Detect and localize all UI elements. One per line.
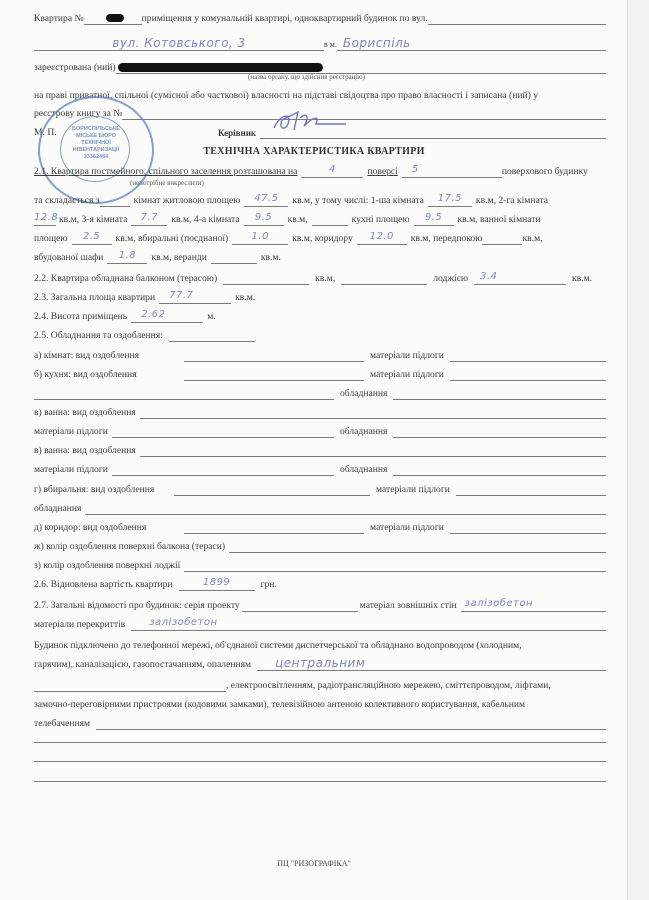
balcony-extra-field[interactable] — [341, 273, 427, 285]
finishing-row-label-b: матеріали підлоги — [370, 369, 444, 380]
utilities-text-2: гарячим), каналізацією, газопостачанням, опаленням — [34, 659, 252, 670]
city-label: в м. — [324, 40, 337, 49]
section-2-3-line — [34, 292, 606, 304]
balcony-sqm: кв.м, — [315, 273, 336, 284]
finishing-row-label: обладнання — [34, 503, 82, 514]
official-stamp — [38, 96, 154, 204]
hall-label: кв.м, передпокою — [410, 233, 483, 244]
finishing-row — [34, 407, 606, 419]
finishing-row-label: а) кімнат: вид оздоблення — [34, 350, 140, 361]
cable-tv-field[interactable] — [96, 718, 606, 730]
balcony-field[interactable] — [223, 273, 309, 285]
kitchen-field[interactable] — [414, 214, 454, 226]
finishing-row — [34, 388, 606, 400]
walls-label: матеріал зовнішніх стін — [359, 600, 457, 611]
finishing-field-b[interactable] — [456, 484, 606, 496]
room3-label: кв.м, 3-я кімната — [59, 214, 128, 225]
kitchen-value: 9.5 — [424, 212, 443, 223]
floors-total-value: 5 — [411, 164, 419, 175]
finishing-label: 2.5. Обладнання та оздоблення: — [34, 330, 163, 341]
finishing-field[interactable] — [34, 388, 334, 400]
closet-value: 1.8 — [118, 250, 137, 261]
scan-edge-strip — [627, 0, 649, 900]
document-title: ТЕХНІЧНА ХАРАКТЕРИСТИКА КВАРТИРИ — [203, 146, 425, 157]
incl-label: кв.м, у тому числі: 1-ша кімната — [292, 195, 424, 206]
sqm-label: кв.м, — [287, 214, 308, 225]
section-2-7-line-6 — [34, 699, 606, 711]
finishing-row-label: д) коридор: вид оздоблення — [34, 522, 147, 533]
finishing-row-label: б) кухня: вид оздоблення — [34, 369, 137, 380]
wc-field[interactable] — [232, 233, 288, 245]
finishing-field[interactable] — [184, 350, 364, 362]
total-area-value: 77.7 — [169, 290, 194, 301]
registered-label: зареєстрована (ний) — [34, 62, 116, 73]
room4-field[interactable] — [244, 214, 284, 226]
signature-icon — [270, 108, 350, 134]
section-2-1-line-4 — [34, 233, 606, 245]
finishing-row — [34, 464, 606, 476]
finishing-row-label: г) вбиральня: вид оздоблення — [34, 484, 155, 495]
finishing-field-b[interactable] — [393, 388, 606, 400]
section-2-7-line-3 — [34, 640, 606, 652]
finishing-row-label: в) ванна: вид оздоблення — [34, 407, 136, 418]
cost-unit: грн. — [260, 579, 277, 590]
finishing-field-b[interactable] — [450, 350, 606, 362]
section-2-6-line — [34, 579, 606, 591]
cost-label: 2.6. Відновлена вартість квартири — [34, 579, 173, 590]
cost-value: 1899 — [202, 577, 231, 588]
total-area-field[interactable] — [159, 292, 231, 304]
finishing-row — [34, 484, 606, 496]
utilities-text-5: телебаченням — [34, 718, 91, 729]
closet-field[interactable] — [107, 252, 147, 264]
total-area-label: 2.3. Загальна площа квартири — [34, 292, 156, 303]
floor-field[interactable] — [301, 166, 363, 178]
total-area-unit: кв.м. — [235, 292, 256, 303]
stamp-text: БОРИСПІЛЬСЬКЕ МІСЬКЕ БЮРО ТЕХНІЧНОЇ ІНВЕНТАРИЗАЦІЇ 33362484 — [72, 126, 120, 160]
floors-material-value: залізобетон — [149, 617, 218, 628]
finishing-field[interactable] — [112, 426, 334, 438]
section-2-1-line-2 — [34, 195, 606, 207]
section-2-1-line-3 — [34, 214, 606, 226]
sqm-end: кв.м, — [522, 233, 543, 244]
room2-value: 12.8 — [34, 212, 59, 223]
floors-material-field[interactable] — [131, 619, 606, 631]
city-field[interactable] — [337, 36, 606, 51]
heating-field[interactable] — [257, 656, 606, 671]
room4-label: кв.м, 4-а кімната — [171, 214, 240, 225]
finishing-field-b[interactable] — [450, 522, 606, 534]
finishing-row-label-b: матеріали підлоги — [370, 350, 444, 361]
finishing-row — [34, 445, 606, 457]
balcony-label: 2.2. Квартира обладнана балконом (терасою) — [34, 273, 218, 284]
bath-field[interactable] — [72, 233, 112, 245]
section-2-5-line — [34, 330, 606, 342]
finishing-row-label-b: матеріали підлоги — [376, 484, 450, 495]
loggia-sqm: кв.м. — [572, 273, 593, 284]
finishing-row — [34, 426, 606, 438]
floor-label: поверсі — [367, 166, 398, 177]
project-series-label: 2.7. Загальні відомості про будинок: серія проекту — [34, 600, 240, 611]
utilities-text-1: Будинок підключено до телефонної мережі, об'єднаної системи диспетчерської та обладнано водопроводом (холодним, — [34, 640, 522, 651]
apartment-number-field[interactable] — [84, 13, 142, 25]
floors-total-field[interactable] — [402, 166, 502, 178]
finishing-field-b[interactable] — [450, 369, 606, 381]
bath-value: 2.5 — [82, 231, 101, 242]
apartment-label: Квартира № — [34, 13, 84, 24]
finishing-row-label: ж) колір оздоблення поверхні балкона (тераси) — [34, 541, 226, 552]
height-unit: м. — [207, 311, 216, 322]
room3-value: 7.7 — [140, 212, 159, 223]
floor-value: 4 — [329, 164, 336, 175]
section-2-7-line-4 — [34, 656, 606, 671]
finishing-row — [34, 369, 606, 381]
finishing-field[interactable] — [174, 484, 370, 496]
mp-label: М. П. — [34, 127, 57, 138]
section-2-1-line-5 — [34, 252, 606, 264]
finishing-row — [34, 503, 606, 515]
corridor-label: кв.м, коридору — [292, 233, 353, 244]
blank-line[interactable] — [34, 761, 606, 762]
veranda-field[interactable] — [211, 252, 257, 264]
corridor-field[interactable] — [357, 233, 407, 245]
living-area-field[interactable] — [244, 195, 288, 207]
registry-field[interactable] — [122, 108, 606, 120]
corridor-value: 12.0 — [369, 231, 394, 242]
registry-label: реєстрову книгу за № — [34, 108, 123, 119]
finishing-row — [34, 541, 606, 553]
finishing-row-label: з) колір оздоблення поверхні лоджії — [34, 560, 181, 571]
cost-field[interactable] — [179, 579, 255, 591]
room5-field[interactable] — [312, 214, 348, 226]
finishing-field[interactable] — [169, 330, 255, 342]
strike-caption: (непотрібне викреслити) — [130, 179, 204, 187]
utilities-text-4: замочно-переговірними пристроями (кодовими замками), телевізійною антеною колективного користування, кабельним — [34, 699, 526, 710]
finishing-row-label-b: обладнання — [339, 426, 388, 437]
veranda-label: кв.м, веранди — [151, 252, 207, 263]
room2-label: кв.м, 2-га кімната — [475, 195, 549, 206]
utilities-text-3: , електроосвітленням, радіотрансляційною мережею, сміттєпроводом, ліфтами, — [226, 680, 551, 691]
walls-value: залізобетон — [464, 598, 534, 609]
walls-field[interactable] — [461, 600, 606, 612]
wc-label: кв.м, вбиральні (поєднаної) — [115, 233, 229, 244]
redaction-mark — [118, 63, 323, 72]
city-value: Бориспіль — [342, 36, 411, 50]
finishing-field[interactable] — [184, 560, 606, 572]
hall-field[interactable] — [482, 233, 522, 245]
bath-label: кв.м, ванної кімнати — [457, 214, 541, 225]
rooms-label: кімнат житловою площею — [133, 195, 241, 206]
room1-field[interactable] — [428, 195, 472, 207]
room3-field[interactable] — [131, 214, 167, 226]
apartment-line — [34, 13, 606, 25]
section-2-1-intro: 2.1. Квартира постмейного, спільного заселення розташована на — [34, 166, 298, 177]
finishing-field[interactable] — [140, 445, 606, 457]
finishing-row-label-b: матеріали підлоги — [370, 522, 444, 533]
wc-value: 1.0 — [251, 231, 269, 242]
street-top-field[interactable] — [428, 13, 606, 25]
finishing-field[interactable] — [184, 522, 364, 534]
loggia-value: 3.4 — [480, 271, 498, 282]
rooms-count-field[interactable] — [100, 195, 130, 207]
finishing-field-b[interactable] — [393, 464, 606, 476]
printer-footer: ПЦ "РИЗОГРАФІКА" — [277, 859, 351, 868]
finishing-field[interactable] — [140, 407, 606, 419]
finishing-row-label: матеріали підлоги — [34, 464, 108, 475]
project-series-field[interactable] — [242, 600, 358, 612]
finishing-row-label-b: обладнання — [339, 464, 388, 475]
finishing-row-label-b: обладнання — [340, 388, 388, 399]
finishing-row — [34, 350, 606, 362]
section-2-4-line — [34, 311, 606, 323]
section-2-7-line-5 — [34, 680, 606, 692]
sqm-dot: кв.м. — [260, 252, 281, 263]
room2-field[interactable] — [34, 212, 59, 226]
finishing-row — [34, 560, 606, 572]
loggia-field[interactable] — [474, 273, 566, 285]
section-2-7-line-7 — [34, 718, 606, 730]
finishing-row-label: в) ванна: вид оздоблення — [34, 445, 136, 456]
room4-value: 9.5 — [254, 212, 273, 223]
area-label: площею — [34, 233, 68, 244]
finishing-row — [34, 522, 606, 534]
floors-total-label: поверхового будинку — [501, 166, 588, 177]
blank-line[interactable] — [34, 742, 606, 743]
street-field[interactable] — [34, 36, 324, 51]
heating-value: центральним — [275, 656, 366, 670]
finishing-row-label: матеріали підлоги — [34, 426, 108, 437]
street-line — [34, 36, 606, 51]
living-area-value: 47.5 — [254, 193, 279, 204]
height-label: 2.4. Висота приміщень — [34, 311, 128, 322]
finishing-field-b[interactable] — [393, 426, 606, 438]
finishing-field[interactable] — [229, 541, 606, 553]
premises-text: приміщення у комунальній квартирі, одноквартирний будинок по вул. — [141, 13, 428, 24]
section-2-2-line — [34, 273, 606, 285]
section-2-1-line-1 — [34, 166, 606, 178]
height-value: 2.62 — [141, 309, 166, 320]
kitchen-label: кухні площею — [351, 214, 410, 225]
height-field[interactable] — [131, 311, 203, 323]
head-label: Керівник — [218, 128, 257, 138]
finishing-field[interactable] — [112, 464, 334, 476]
section-2-7-line-2 — [34, 619, 606, 631]
closet-label: вбудованої шафи — [34, 252, 104, 263]
floors-material-label: матеріали перекриттів — [34, 619, 126, 630]
blank-line[interactable] — [34, 781, 606, 782]
consists-label: та складається з — [34, 195, 100, 206]
section-2-7-line-1 — [34, 600, 606, 612]
registered-caption: (назва органу, що здійснив реєстрацію) — [248, 73, 365, 81]
loggia-label: лоджією — [433, 273, 469, 284]
room1-value: 17.5 — [437, 193, 463, 204]
utilities-extra-field[interactable] — [34, 680, 226, 692]
finishing-field[interactable] — [184, 369, 364, 381]
finishing-field[interactable] — [85, 503, 606, 515]
street-value: вул. Котовського, 3 — [112, 36, 246, 50]
ownership-text: на праві приватної, спільної (сумісної або часткової) власності на підставі свідоцтва про право власності і записана (ний) у — [34, 90, 539, 101]
redaction-mark — [106, 14, 124, 22]
